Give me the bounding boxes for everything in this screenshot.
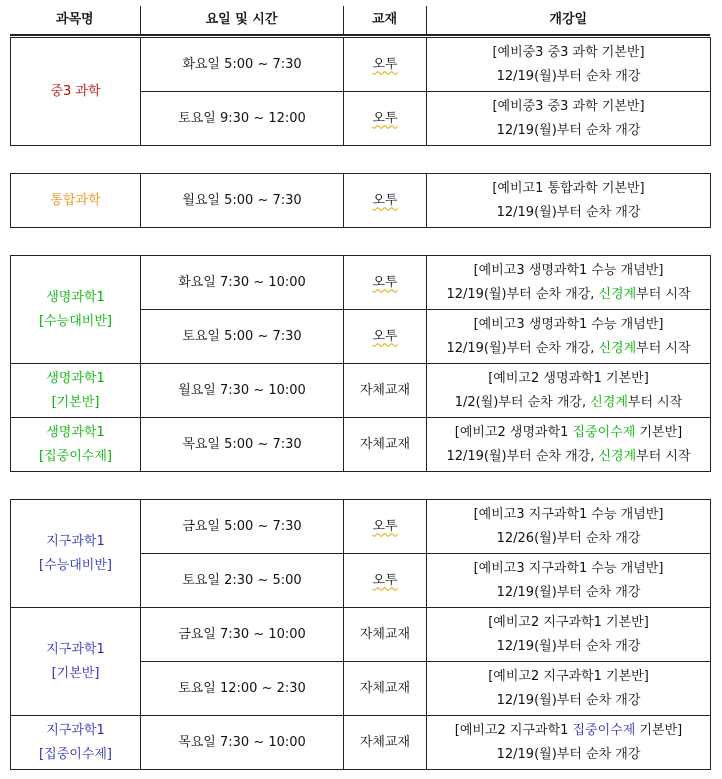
schedule-cell: 화요일 5:00 ~ 7:30 — [141, 38, 344, 92]
subject-name: 생명과학1 — [46, 424, 105, 440]
class-name: [예비고3 지구과학1 수능 개념반] — [473, 506, 664, 522]
subject-cell — [11, 174, 141, 228]
subject-name: 생명과학1 — [46, 370, 105, 386]
class-name — [427, 719, 710, 743]
textbook-cell: 자체교재 — [344, 608, 427, 662]
textbook-cell — [344, 554, 427, 608]
schedule-cell: 월요일 7:30 ~ 10:00 — [141, 364, 344, 418]
subject-cell — [11, 38, 141, 146]
class-suffix: 기본반] — [635, 424, 683, 440]
class-name: [예비고3 생명과학1 수능 개념반] — [473, 316, 664, 332]
table-row — [11, 174, 711, 228]
textbook-name: 오투 — [372, 56, 398, 72]
schedule-cell: 금요일 7:30 ~ 10:00 — [141, 608, 344, 662]
class-suffix: 기본반] — [635, 722, 683, 738]
class-name: [예비고3 지구과학1 수능 개념반] — [473, 560, 664, 576]
start-tail: 부터 시작 — [627, 394, 683, 410]
textbook-cell — [344, 174, 427, 228]
table-row — [11, 38, 711, 92]
topic-highlight: 신경계 — [598, 286, 637, 302]
start-cell — [427, 256, 711, 310]
header-start: 개강일 — [426, 6, 710, 35]
start-text: 12/19(월)부터 순차 개강, — [446, 340, 599, 356]
textbook-cell: 자체교재 — [344, 716, 427, 770]
subject-name: 지구과학1 — [46, 722, 105, 738]
class-name: [예비고2 지구과학1 기본반] — [488, 614, 649, 630]
section-earth-science — [10, 499, 711, 770]
start-cell — [427, 608, 711, 662]
start-tail: 부터 시작 — [636, 340, 691, 356]
subject-track: [기본반] — [51, 665, 100, 681]
start-cell — [427, 92, 711, 146]
subject-track: [기본반] — [51, 394, 100, 410]
subject-track: [수능대비반] — [39, 557, 112, 573]
start-cell — [427, 716, 711, 770]
textbook-cell — [344, 500, 427, 554]
textbook-name: 오투 — [372, 572, 398, 588]
start-date: 12/19(월)부터 순차 개강 — [496, 204, 641, 220]
header-subject: 과목명 — [10, 6, 140, 35]
textbook-cell — [344, 92, 427, 146]
subject-cell — [11, 608, 141, 716]
subject-track: [집중이수제] — [39, 746, 112, 762]
schedule-cell: 토요일 9:30 ~ 12:00 — [141, 92, 344, 146]
table-row — [11, 418, 711, 472]
start-date — [427, 337, 710, 361]
subject-cell — [11, 364, 141, 418]
start-date: 12/19(월)부터 순차 개강 — [496, 122, 641, 138]
start-date — [427, 445, 710, 469]
subject-cell — [11, 418, 141, 472]
schedule-cell: 월요일 5:00 ~ 7:30 — [141, 174, 344, 228]
start-tail: 부터 시작 — [636, 286, 691, 302]
section-life-science — [10, 255, 711, 472]
schedule-cell: 목요일 5:00 ~ 7:30 — [141, 418, 344, 472]
header-schedule: 요일 및 시간 — [140, 6, 343, 35]
class-name: [예비중3 중3 과학 기본반] — [492, 44, 645, 60]
class-name: [예비고2 생명과학1 기본반] — [488, 370, 649, 386]
schedule-cell: 금요일 5:00 ~ 7:30 — [141, 500, 344, 554]
start-date: 12/19(월)부터 순차 개강 — [496, 746, 641, 762]
subject-track: [수능대비반] — [39, 313, 112, 329]
start-text: 12/19(월)부터 순차 개강, — [446, 286, 599, 302]
start-date: 12/26(월)부터 순차 개강 — [496, 530, 641, 546]
class-name: [예비고1 통합과학 기본반] — [492, 180, 645, 196]
class-name — [427, 421, 710, 445]
start-cell — [427, 310, 711, 364]
textbook-cell — [344, 256, 427, 310]
class-name: [예비고2 지구과학1 기본반] — [488, 668, 649, 684]
start-cell — [427, 364, 711, 418]
table-row — [11, 500, 711, 554]
textbook-name: 오투 — [372, 518, 398, 534]
class-name: [예비고3 생명과학1 수능 개념반] — [473, 262, 664, 278]
textbook-name: 오투 — [372, 110, 398, 126]
textbook-cell — [344, 310, 427, 364]
intensive-highlight: 집중이수제 — [572, 722, 636, 738]
subject-name: 생명과학1 — [46, 289, 105, 305]
start-cell — [427, 174, 711, 228]
schedule-cell: 토요일 2:30 ~ 5:00 — [141, 554, 344, 608]
start-date: 12/19(월)부터 순차 개강 — [496, 692, 641, 708]
table-row — [11, 364, 711, 418]
section-middle3-science — [10, 37, 711, 146]
start-date — [427, 391, 710, 415]
start-date: 12/19(월)부터 순차 개강 — [496, 638, 641, 654]
class-prefix: [예비고2 생명과학1 — [454, 424, 573, 440]
table-row — [11, 256, 711, 310]
start-tail: 부터 시작 — [636, 448, 691, 464]
textbook-cell: 자체교재 — [344, 662, 427, 716]
topic-highlight: 신경계 — [598, 340, 637, 356]
start-date: 12/19(월)부터 순차 개강 — [496, 584, 641, 600]
subject-name: 통합과학 — [50, 192, 101, 208]
textbook-cell: 자체교재 — [344, 364, 427, 418]
textbook-name: 오투 — [372, 328, 398, 344]
schedule-cell: 토요일 12:00 ~ 2:30 — [141, 662, 344, 716]
start-cell — [427, 418, 711, 472]
start-text: 12/19(월)부터 순차 개강, — [446, 448, 599, 464]
schedule-cell: 목요일 7:30 ~ 10:00 — [141, 716, 344, 770]
start-cell — [427, 662, 711, 716]
table-header — [10, 6, 710, 36]
start-date: 12/19(월)부터 순차 개강 — [496, 68, 641, 84]
textbook-cell — [344, 38, 427, 92]
start-cell — [427, 500, 711, 554]
table-row — [11, 716, 711, 770]
subject-name: 중3 과학 — [50, 83, 101, 99]
subject-cell — [11, 256, 141, 364]
header-textbook: 교재 — [343, 6, 426, 35]
start-text: 1/2(월)부터 순차 개강, — [454, 394, 591, 410]
subject-name: 지구과학1 — [46, 533, 105, 549]
class-name: [예비중3 중3 과학 기본반] — [492, 98, 645, 114]
subject-cell — [11, 500, 141, 608]
subject-name: 지구과학1 — [46, 641, 105, 657]
subject-cell — [11, 716, 141, 770]
start-cell — [427, 38, 711, 92]
subject-track: [집중이수제] — [39, 448, 112, 464]
textbook-name: 오투 — [372, 274, 398, 290]
intensive-highlight: 집중이수제 — [572, 424, 636, 440]
table-row — [11, 608, 711, 662]
class-prefix: [예비고2 지구과학1 — [454, 722, 573, 738]
topic-highlight: 신경계 — [598, 448, 637, 464]
start-cell — [427, 554, 711, 608]
schedule-cell: 토요일 5:00 ~ 7:30 — [141, 310, 344, 364]
topic-highlight: 신경계 — [590, 394, 628, 410]
start-date — [427, 283, 710, 307]
textbook-cell: 자체교재 — [344, 418, 427, 472]
schedule-cell: 화요일 7:30 ~ 10:00 — [141, 256, 344, 310]
textbook-name: 오투 — [372, 192, 398, 208]
section-integrated-science — [10, 173, 711, 228]
